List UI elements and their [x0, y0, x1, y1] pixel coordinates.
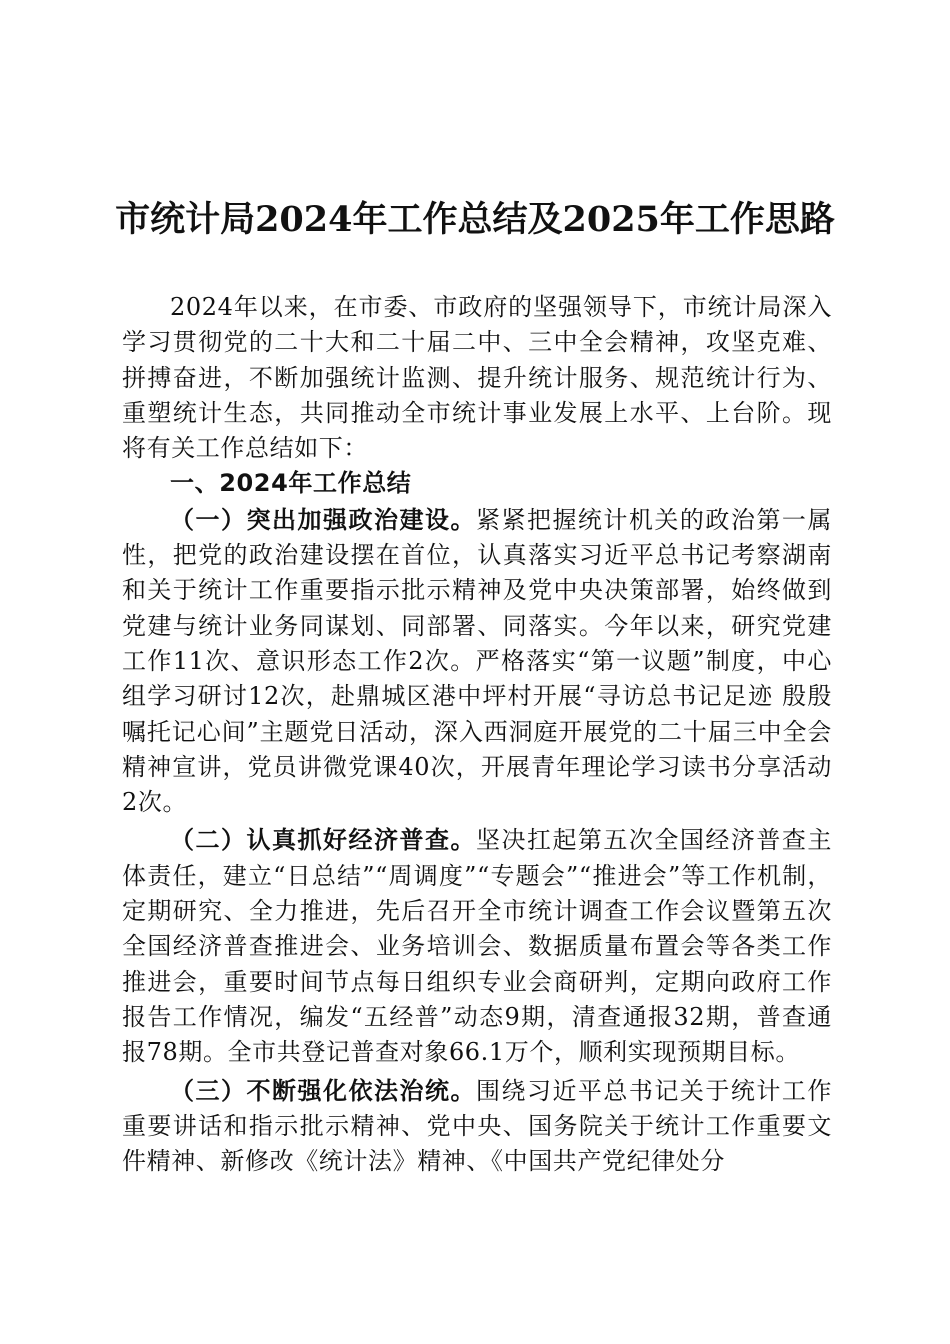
paragraph-item-3	[122, 1073, 832, 1180]
document-body	[122, 290, 832, 1179]
intro-paragraph: 2024年以来，在市委、市政府的坚强领导下，市统计局深入学习贯彻党的二十大和二十届二中、三中全会精神，攻坚克难、拼搏奋进，不断加强统计监测、提升统计服务、规范统计行为、重塑统计生态，共同推动全市统计事业发展上水平、上台阶。现将有关工作总结如下：	[122, 293, 832, 463]
section-heading: 一、2024年工作总结	[170, 469, 412, 498]
paragraph-text: 围绕习近平总书记关于统计工作重要讲话和指示批示精神、党中央、国务院关于统计工作重要文件精神、新修改《统计法》精神、《中国共产党纪律处分	[122, 1076, 832, 1176]
paragraph-lead: （二）认真抓好经济普查。	[170, 825, 476, 855]
page-title: 市统计局2024年工作总结及2025年工作思路	[115, 199, 835, 240]
paragraph-lead: （三）不断强化依法治统。	[170, 1075, 476, 1105]
paragraph-text: 紧紧把握统计机关的政治第一属性，把党的政治建设摆在首位，认真落实习近平总书记考察湖南和关于统计工作重要指示批示精神及党中央决策部署，始终做到党建与统计业务同谋划、同部署、同落实。今年以来，研究党建工作11次、意识形态工作2次。严格落实“第一议题”制度，中心组学习研讨12次，赴鼎城区港中坪村开展“寻访总书记足迹 殷殷嘱托记心间”主题党日活动，深入西洞庭开展党的二十届三中全会精神宣讲，党员讲微党课40次，开展青年理论学习读书分享活动2次。	[122, 505, 832, 817]
paragraph-lead: （一）突出加强政治建设。	[170, 504, 476, 534]
paragraph-text: 坚决扛起第五次全国经济普查主体责任，建立“日总结”“周调度”“专题会”“推进会”等工作机制，定期研究、全力推进，先后召开全市统计调查工作会议暨第五次全国经济普查推进会、业务培训会、数据质量布置会等各类工作推进会，重要时间节点每日组织专业会商研判，定期向政府工作报告工作情况，编发“五经普”动态9期，清查通报32期，普查通报78期。全市共登记普查对象66.1万个，顺利实现预期目标。	[122, 826, 832, 1067]
paragraph-item-2	[122, 822, 832, 1070]
paragraph-item-1	[122, 502, 832, 821]
